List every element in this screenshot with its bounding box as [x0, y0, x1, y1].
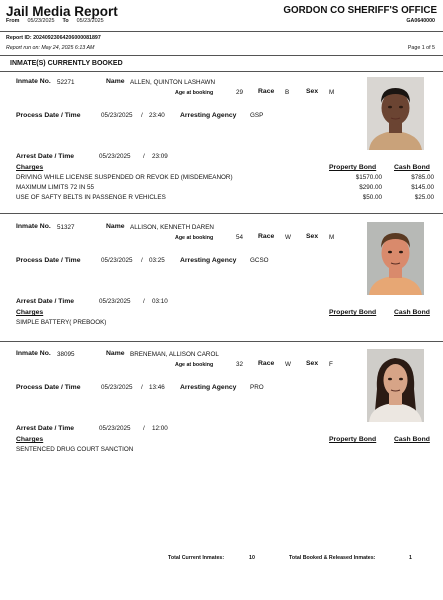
- age-value: 29: [236, 89, 244, 96]
- sex-label: Sex: [306, 233, 319, 240]
- age-value: 32: [236, 361, 244, 368]
- inmate-record: [0, 349, 443, 469]
- arrest-time: 03:10: [152, 298, 168, 305]
- charge-cash-bond: $25.00: [414, 194, 434, 201]
- property-bond-header: Property Bond: [329, 164, 377, 171]
- arresting-agency-value: GSP: [250, 112, 264, 119]
- agency-ori: GA0640000: [406, 18, 435, 24]
- arresting-agency-value: PRO: [250, 384, 264, 391]
- arresting-agency-label: Arresting Agency: [180, 257, 237, 264]
- inmate-divider: [0, 213, 443, 214]
- race-label: Race: [258, 360, 275, 367]
- sex-label: Sex: [306, 360, 319, 367]
- arrest-separator: /: [143, 425, 145, 432]
- sex-label: Sex: [306, 88, 319, 95]
- process-date-time-label: Process Date / Time: [16, 384, 81, 391]
- section-underline: [0, 71, 443, 72]
- sex-value: M: [329, 89, 335, 96]
- total-current-label: Total Current Inmates:: [168, 555, 225, 561]
- arrest-time: 23:09: [152, 153, 168, 160]
- age-value: 54: [236, 234, 244, 241]
- inmate-name: BRENEMAN, ALLISON CAROL: [130, 351, 219, 358]
- arresting-agency-value: GCSO: [250, 257, 269, 264]
- header-divider: [0, 31, 443, 32]
- report-title: Jail Media Report: [6, 4, 118, 19]
- charge-property-bond: $50.00: [362, 194, 382, 201]
- age-label: Age at booking: [175, 362, 214, 368]
- cash-bond-header: Cash Bond: [394, 309, 430, 316]
- charge-property-bond: $1570.00: [355, 174, 382, 181]
- process-date-time-label: Process Date / Time: [16, 257, 81, 264]
- race-label: Race: [258, 88, 275, 95]
- property-bond-header: Property Bond: [329, 309, 377, 316]
- inmate-no-value: 38095: [57, 351, 75, 358]
- inmate-mugshot: [367, 77, 424, 150]
- property-bond-header: Property Bond: [329, 436, 377, 443]
- charge-description: USE OF SAFTY BELTS IN PASSENGE R VEHICLES: [16, 194, 166, 201]
- race-value: W: [285, 234, 291, 241]
- process-time: 13:46: [149, 384, 165, 391]
- process-separator: /: [141, 112, 143, 119]
- arrest-separator: /: [143, 298, 145, 305]
- charges-header: Charges: [16, 309, 44, 316]
- total-booked-label: Total Booked & Released Inmates:: [289, 555, 376, 561]
- inmate-record: [0, 77, 443, 217]
- arrest-date-time-label: Arrest Date / Time: [16, 425, 75, 432]
- arrest-date: 05/23/2025: [99, 298, 131, 305]
- process-separator: /: [141, 257, 143, 264]
- inmate-mugshot: [367, 349, 424, 422]
- inmate-no-value: 51327: [57, 224, 75, 231]
- inmate-name: ALLEN, QUINTON LASHAWN: [130, 79, 216, 86]
- process-date: 05/23/2025: [101, 112, 133, 119]
- inmate-mugshot: [367, 222, 424, 295]
- process-time: 03:25: [149, 257, 165, 264]
- cash-bond-header: Cash Bond: [394, 436, 430, 443]
- inmate-no-label: Inmate No.: [16, 350, 51, 357]
- mugshot-graphic: [367, 77, 424, 150]
- arresting-agency-label: Arresting Agency: [180, 384, 237, 391]
- report-id: Report ID: 20240923064206000081897: [6, 35, 101, 41]
- section-divider: [0, 55, 443, 56]
- charges-header: Charges: [16, 164, 44, 171]
- charge-description: MAXIMUM LIMITS 72 IN 55: [16, 184, 95, 191]
- process-date: 05/23/2025: [101, 384, 133, 391]
- inmate-name: ALLISON, KENNETH DAREN: [130, 224, 214, 231]
- name-label: Name: [106, 223, 125, 230]
- sex-value: F: [329, 361, 333, 368]
- agency-name: GORDON CO SHERIFF'S OFFICE: [283, 5, 437, 16]
- mugshot-graphic: [367, 349, 424, 422]
- age-label: Age at booking: [175, 235, 214, 241]
- race-value: W: [285, 361, 291, 368]
- date-range: [6, 19, 112, 24]
- name-label: Name: [106, 350, 125, 357]
- from-label: From: [6, 18, 20, 24]
- process-time: 23:40: [149, 112, 165, 119]
- arrest-time: 12:00: [152, 425, 168, 432]
- inmate-record: [0, 222, 443, 345]
- charge-cash-bond: $145.00: [411, 184, 434, 191]
- charge-description: SENTENCED DRUG COURT SANCTION: [16, 446, 134, 453]
- inmate-no-value: 52271: [57, 79, 75, 86]
- arrest-date: 05/23/2025: [99, 153, 131, 160]
- inmate-no-label: Inmate No.: [16, 223, 51, 230]
- age-label: Age at booking: [175, 90, 214, 96]
- arrest-date-time-label: Arrest Date / Time: [16, 298, 75, 305]
- mugshot-graphic: [367, 222, 424, 295]
- race-label: Race: [258, 233, 275, 240]
- sex-value: M: [329, 234, 335, 241]
- process-date: 05/23/2025: [101, 257, 133, 264]
- charges-header: Charges: [16, 436, 44, 443]
- name-label: Name: [106, 78, 125, 85]
- inmate-no-label: Inmate No.: [16, 78, 51, 85]
- to-date: 05/23/2025: [76, 18, 104, 24]
- from-date: 05/23/2025: [27, 18, 55, 24]
- total-booked-value: 1: [409, 555, 412, 561]
- charge-description: DRIVING WHILE LICENSE SUSPENDED OR REVOK ED (MISDEMEANOR): [16, 174, 233, 181]
- charge-cash-bond: $785.00: [411, 174, 434, 181]
- arrest-date-time-label: Arrest Date / Time: [16, 153, 75, 160]
- inmate-divider: [0, 341, 443, 342]
- cash-bond-header: Cash Bond: [394, 164, 430, 171]
- section-title: INMATE(S) CURRENTLY BOOKED: [10, 60, 123, 67]
- arresting-agency-label: Arresting Agency: [180, 112, 237, 119]
- charge-description: SIMPLE BATTERY( PREBOOK): [16, 319, 107, 326]
- process-date-time-label: Process Date / Time: [16, 112, 81, 119]
- total-current-value: 10: [249, 555, 255, 561]
- report-run-on: Report run on: May 24, 2025 6:13 AM: [6, 45, 95, 51]
- process-separator: /: [141, 384, 143, 391]
- page-number: Page 1 of 5: [407, 45, 435, 51]
- charge-property-bond: $290.00: [359, 184, 382, 191]
- race-value: B: [285, 89, 290, 96]
- arrest-separator: /: [143, 153, 145, 160]
- to-label: To: [62, 18, 69, 24]
- arrest-date: 05/23/2025: [99, 425, 131, 432]
